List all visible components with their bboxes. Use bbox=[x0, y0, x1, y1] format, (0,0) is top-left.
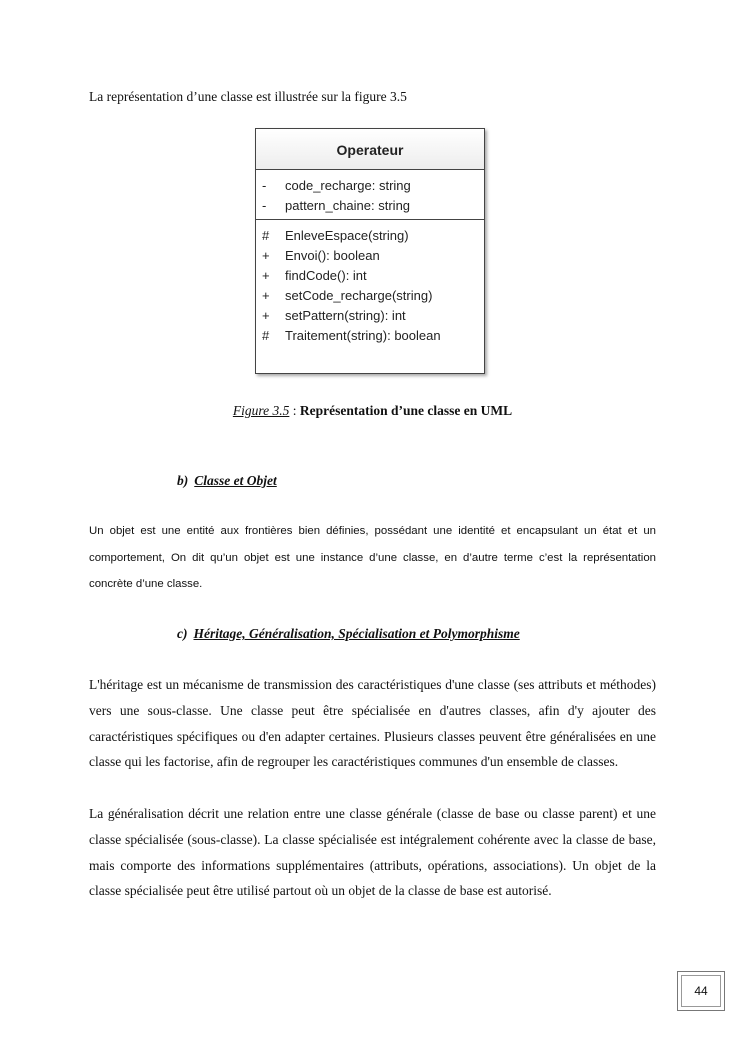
uml-visibility: + bbox=[262, 308, 270, 323]
uml-operation-row bbox=[256, 286, 484, 306]
page-number-text: 44 bbox=[694, 984, 708, 998]
uml-visibility: - bbox=[262, 198, 267, 213]
section-c-heading bbox=[177, 626, 520, 642]
section-c-paragraph-1: L'héritage est un mécanisme de transmission des caractéristiques d'une classe (ses attributs et méthodes) vers une sous-classe. Une classe peut être spécialisée en d'autres classes, afin d'y ajouter des caractéristiques spécifiques ou d'en adapter certaines. Plusieurs classes peuvent être généralisées en une classe qui les factorise, afin de regrouper les caractéristiques communes d'un ensemble de classes. bbox=[89, 677, 656, 770]
page-number bbox=[677, 971, 725, 1011]
uml-operation-row bbox=[256, 326, 484, 346]
uml-operation-row bbox=[256, 226, 484, 246]
uml-class-name: Operateur bbox=[256, 129, 484, 170]
intro-text: La représentation d’une classe est illustrée sur la figure 3.5 bbox=[89, 89, 407, 104]
uml-visibility: + bbox=[262, 248, 270, 263]
uml-attribute-row bbox=[256, 176, 484, 196]
figure-number: Figure 3.5 bbox=[232, 403, 290, 418]
uml-operation: setCode_recharge(string) bbox=[285, 288, 433, 303]
section-b-paragraph: Un objet est une entité aux frontières bien définies, possédant une identité et encapsulant un état et un comportement, On dit qu’un objet est une instance d’une classe, en d’autre terme c’est la représentation concrète d’une classe. bbox=[89, 525, 656, 590]
uml-operation-row bbox=[256, 246, 484, 266]
uml-visibility: - bbox=[262, 178, 267, 193]
caption-title: Représentation d’une classe en UML bbox=[299, 403, 513, 418]
uml-class-diagram bbox=[255, 128, 485, 374]
uml-attribute-row bbox=[256, 196, 484, 216]
uml-operation: EnleveEspace(string) bbox=[285, 228, 409, 243]
section-b-marker: b) bbox=[177, 473, 189, 488]
section-c-title: Héritage, Généralisation, Spécialisation et Polymorphisme bbox=[193, 626, 520, 641]
uml-attribute: code_recharge: string bbox=[285, 178, 411, 193]
uml-operation: Envoi(): boolean bbox=[285, 248, 380, 263]
uml-visibility: # bbox=[262, 328, 270, 343]
uml-visibility: + bbox=[262, 268, 270, 283]
figure-caption bbox=[0, 403, 745, 419]
caption-separator: : bbox=[289, 403, 300, 418]
uml-operation: Traitement(string): boolean bbox=[285, 328, 441, 343]
uml-operation: findCode(): int bbox=[285, 268, 367, 283]
section-c-paragraph-2: La généralisation décrit une relation entre une classe générale (classe de base ou classe parent) et une classe spécialisée (sous-classe). La classe spécialisée est intégralement cohérente avec la classe de base, mais comporte des informations supplémentaires (attributs, opérations, associations). Un objet de la classe spécialisée peut être utilisé partout où un objet de la classe de base est autorisé. bbox=[89, 806, 656, 899]
uml-visibility: + bbox=[262, 288, 270, 303]
section-b-heading bbox=[177, 473, 277, 489]
uml-operation-row bbox=[256, 266, 484, 286]
uml-visibility: # bbox=[262, 228, 270, 243]
uml-attributes bbox=[256, 170, 484, 220]
section-c-marker: c) bbox=[177, 626, 188, 641]
uml-operation-row bbox=[256, 306, 484, 326]
uml-operations bbox=[256, 220, 484, 346]
uml-attribute: pattern_chaine: string bbox=[285, 198, 411, 213]
uml-operation: setPattern(string): int bbox=[285, 308, 406, 323]
section-b-title: Classe et Objet bbox=[194, 473, 277, 488]
